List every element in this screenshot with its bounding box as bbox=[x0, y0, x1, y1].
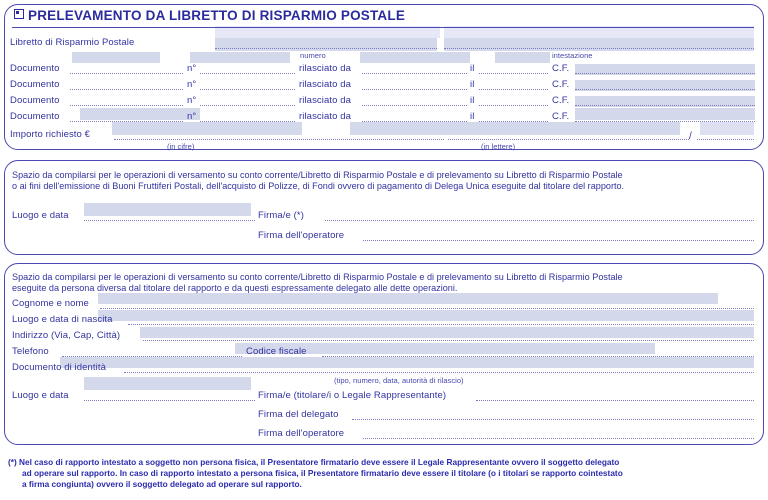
field-shade-libretto-numero[interactable] bbox=[215, 38, 437, 51]
rilasciato-da-label: rilasciato da bbox=[299, 95, 351, 106]
importo-lettere-input[interactable] bbox=[448, 139, 689, 140]
libretto-numero-input[interactable] bbox=[215, 48, 437, 49]
footnote-line-1: (*) Nel caso di rapporto intestato a soggetto non persona fisica, il Presentatore firmatario deve essere il Legale Rappresentante ovvero il soggetto delegato bbox=[8, 457, 620, 467]
delegato-firma-delegato-input[interactable] bbox=[352, 419, 754, 420]
titolare-firma-label: Firma/e (*) bbox=[258, 210, 304, 221]
titolare-description-line1: Spazio da compilarsi per le operazioni di versamento su conto corrente/Libretto di Risparmio Postale e di prelevamento su Libretto di Risparmio Postale bbox=[12, 170, 623, 180]
cf-label: C.F. bbox=[552, 111, 570, 122]
delegato-codice-fiscale-input[interactable] bbox=[322, 356, 754, 357]
rilasciato-da-input[interactable] bbox=[362, 73, 467, 74]
documento-numero-label: n° bbox=[187, 79, 197, 90]
field-shade bbox=[60, 357, 754, 368]
delegato-description-line1: Spazio da compilarsi per le operazioni di versamento su conto corrente/Libretto di Risparmio Postale e di prelevamento su Libretto di Risparmio Postale bbox=[12, 272, 623, 282]
field-shade bbox=[360, 52, 470, 63]
il-input[interactable] bbox=[479, 121, 548, 122]
field-shade bbox=[575, 108, 755, 120]
libretto-intestazione-input[interactable] bbox=[444, 48, 754, 49]
documento-numero-input[interactable] bbox=[200, 89, 295, 90]
documento-label: Documento bbox=[10, 79, 60, 90]
il-input[interactable] bbox=[479, 73, 548, 74]
titolare-firma-operatore-label: Firma dell'operatore bbox=[258, 230, 345, 241]
field-shade bbox=[72, 52, 160, 63]
documento-numero-input[interactable] bbox=[200, 73, 295, 74]
cf-input[interactable] bbox=[575, 89, 755, 90]
titolare-firma-operatore-input[interactable] bbox=[363, 240, 754, 241]
documento-input[interactable] bbox=[70, 89, 183, 90]
delegato-description-line2: eseguite da persona diversa dal titolare del rapporto e da questi espressamente delegato alle dette operazioni. bbox=[12, 283, 458, 293]
delegato-firma-delegato-label: Firma del delegato bbox=[258, 409, 339, 420]
importo-label: Importo richiesto € bbox=[10, 129, 91, 140]
rilasciato-da-input[interactable] bbox=[362, 105, 467, 106]
delegato-documento-caption: (tipo, numero, data, autorità di rilascio) bbox=[334, 376, 464, 385]
titolare-luogo-data-input[interactable] bbox=[84, 220, 255, 221]
in-cifre-caption: (in cifre) bbox=[167, 142, 195, 151]
documento-input[interactable] bbox=[70, 105, 183, 106]
il-label: il bbox=[470, 95, 475, 106]
delegato-telefono-label: Telefono bbox=[12, 346, 49, 357]
in-lettere-caption: (in lettere) bbox=[481, 142, 516, 151]
documento-label: Documento bbox=[10, 111, 60, 122]
title-underline bbox=[12, 27, 754, 28]
documento-input[interactable] bbox=[70, 73, 183, 74]
field-shade bbox=[98, 293, 718, 304]
page-title: PRELEVAMENTO DA LIBRETTO DI RISPARMIO POSTALE bbox=[14, 9, 405, 23]
intestazione-caption: intestazione bbox=[552, 51, 593, 60]
cf-input[interactable] bbox=[575, 105, 755, 106]
field-shade bbox=[98, 310, 754, 321]
field-shade bbox=[495, 52, 550, 63]
il-label: il bbox=[470, 79, 475, 90]
titolare-firma-input[interactable] bbox=[325, 220, 754, 221]
rilasciato-da-input[interactable] bbox=[362, 121, 467, 122]
field-shade bbox=[350, 122, 680, 135]
titolare-luogo-data-label: Luogo e data bbox=[12, 210, 69, 221]
il-label: il bbox=[470, 111, 475, 122]
checkbox-square-icon bbox=[14, 9, 24, 19]
footnote bbox=[8, 457, 764, 491]
documento-label: Documento bbox=[10, 63, 60, 74]
il-label: il bbox=[470, 63, 475, 74]
cf-input[interactable] bbox=[575, 73, 755, 74]
rilasciato-da-label: rilasciato da bbox=[299, 111, 351, 122]
delegato-firma-titolare-input[interactable] bbox=[476, 400, 754, 401]
delegato-cognome-input[interactable] bbox=[100, 308, 754, 309]
cf-input[interactable] bbox=[575, 121, 755, 122]
delegato-nascita-input[interactable] bbox=[128, 324, 754, 325]
delegato-firma-titolare-label: Firma/e (titolare/i o Legale Rappresentante) bbox=[258, 390, 447, 401]
cf-label: C.F. bbox=[552, 95, 570, 106]
field-shade bbox=[80, 108, 200, 120]
cf-label: C.F. bbox=[552, 79, 570, 90]
documento-numero-input[interactable] bbox=[200, 121, 295, 122]
delegato-indirizzo-label: Indirizzo (Via, Cap, Città) bbox=[12, 330, 121, 341]
titolare-description-line2: o ai fini dell'emissione di Buoni Fruttiferi Postali, dell'acquisto di Polizze, di Fondi ovvero di pagamento di Delega Unica eseguite dal titolare del rapporto. bbox=[12, 181, 625, 191]
rilasciato-da-label: rilasciato da bbox=[299, 79, 351, 90]
field-shade bbox=[84, 377, 251, 390]
documento-label: Documento bbox=[10, 95, 60, 106]
documento-numero-label: n° bbox=[187, 95, 197, 106]
field-shade bbox=[140, 327, 754, 338]
rilasciato-da-input[interactable] bbox=[362, 89, 467, 90]
rilasciato-da-label: rilasciato da bbox=[299, 63, 351, 74]
importo-cifre-input[interactable] bbox=[114, 139, 444, 140]
delegato-indirizzo-input[interactable] bbox=[143, 340, 754, 341]
delegato-nascita-label: Luogo e data di nascita bbox=[12, 314, 113, 325]
delegato-firma-operatore-label: Firma dell'operatore bbox=[258, 428, 345, 439]
delegato-cognome-label: Cognome e nome bbox=[12, 298, 89, 309]
il-input[interactable] bbox=[479, 89, 548, 90]
footnote-line-3: a firma congiunta) ovvero il soggetto delegato ad operare sul rapporto. bbox=[22, 479, 302, 490]
delegato-firma-operatore-input[interactable] bbox=[363, 438, 754, 439]
il-input[interactable] bbox=[479, 105, 548, 106]
libretto-label: Libretto di Risparmio Postale bbox=[10, 37, 135, 48]
documento-numero-label: n° bbox=[187, 111, 197, 122]
documento-input[interactable] bbox=[70, 121, 183, 122]
documento-numero-label: n° bbox=[187, 63, 197, 74]
numero-caption: numero bbox=[300, 51, 326, 60]
documento-numero-input[interactable] bbox=[200, 105, 295, 106]
importo-centesimi-input[interactable] bbox=[697, 139, 754, 140]
delegato-luogo-data-input[interactable] bbox=[84, 400, 255, 401]
delegato-documento-label: Documento di identità bbox=[12, 362, 106, 373]
field-shade bbox=[190, 52, 290, 63]
delegato-luogo-data-label: Luogo e data bbox=[12, 390, 69, 401]
delegato-documento-input[interactable] bbox=[124, 372, 754, 373]
delegato-codice-fiscale-label: Codice fiscale bbox=[246, 346, 307, 357]
footnote-line-2: ad operare sul rapporto. In caso di rapporto intestato a persona fisica, il Presentatore firmatario deve essere il titolare (o i titolari se rapporto cointestato bbox=[22, 468, 623, 479]
field-shade bbox=[84, 203, 251, 216]
field-shade bbox=[112, 122, 302, 135]
field-shade-libretto-intestazione[interactable] bbox=[444, 38, 754, 51]
cf-label: C.F. bbox=[552, 63, 570, 74]
field-shade bbox=[700, 122, 754, 135]
delegato-telefono-input[interactable] bbox=[62, 356, 242, 357]
importo-separator: / bbox=[689, 131, 692, 142]
